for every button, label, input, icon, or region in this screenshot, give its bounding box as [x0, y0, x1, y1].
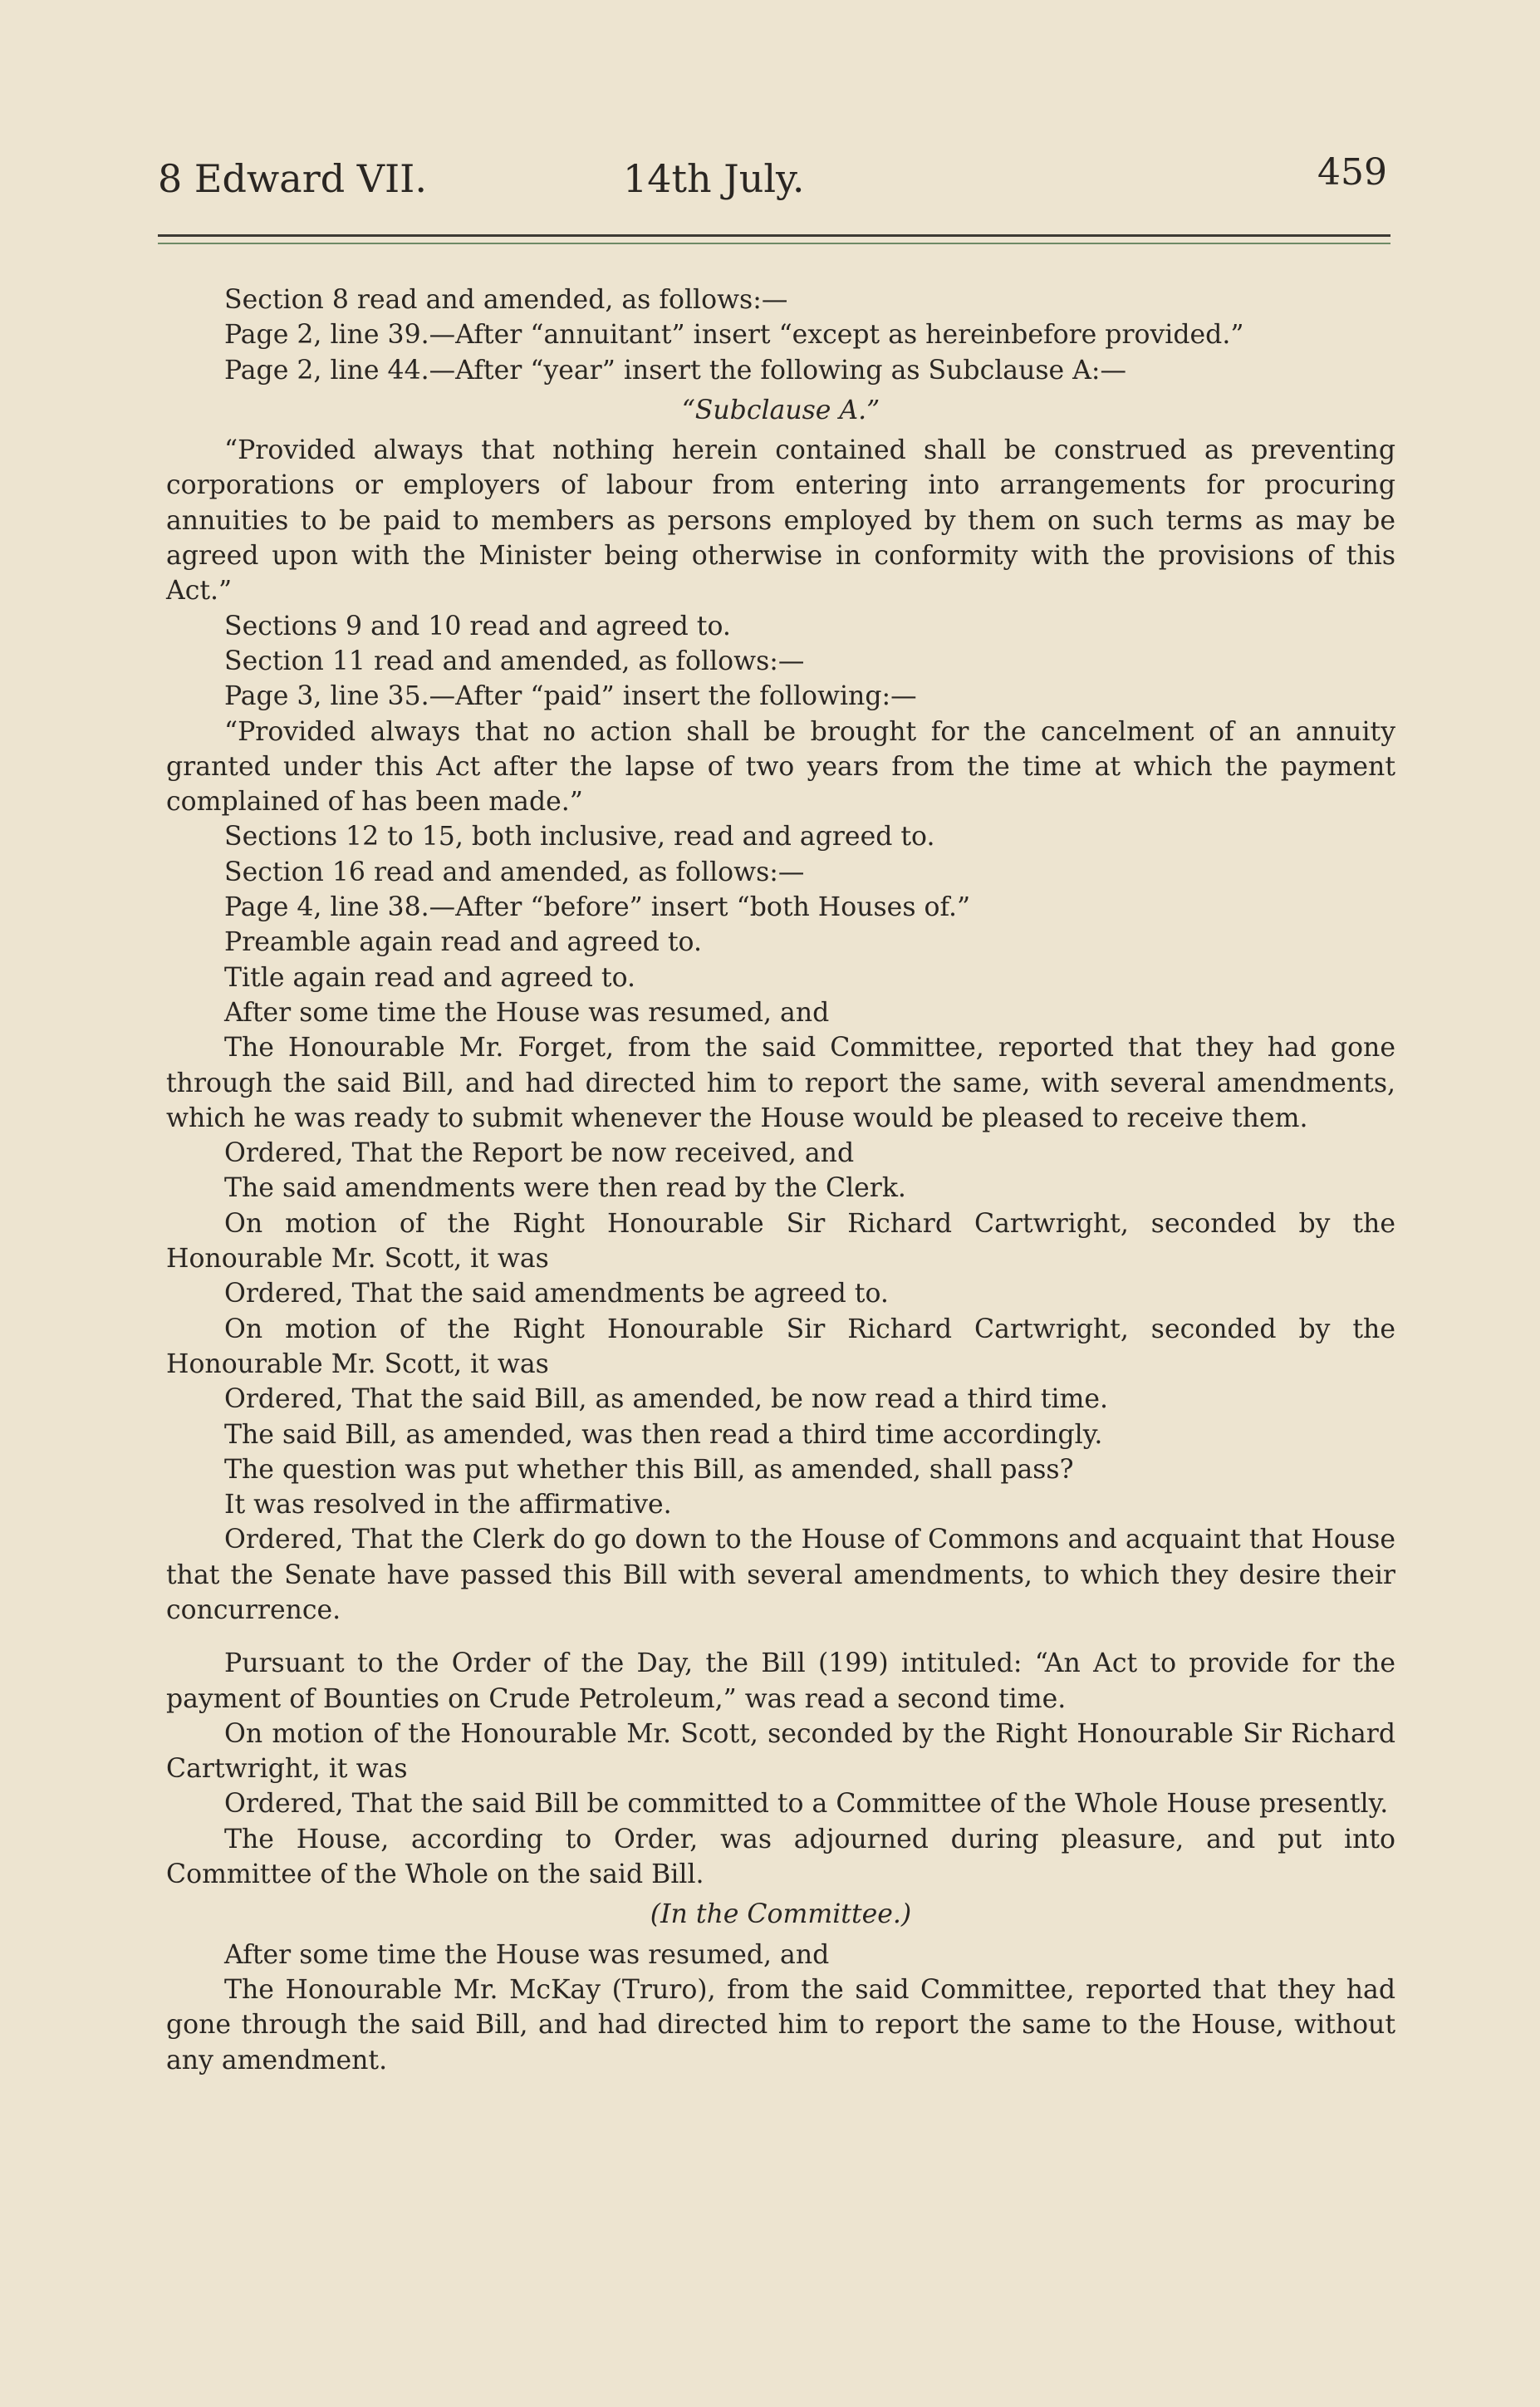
paragraph: Pursuant to the Order of the Day, the Bill (199) intituled: “An Act to provide for the payment of Bounties on Crude Petroleum,” was read a second time.: [166, 1648, 1395, 1714]
header-regnal-year: 8 Edward VII.: [158, 156, 427, 201]
page-number: 459: [1317, 151, 1387, 194]
paragraph: On motion of the Right Honourable Sir Richard Cartwright, seconded by the Honourable Mr. Scott, it was: [166, 1208, 1395, 1275]
paragraph: Section 8 read and amended, as follows:—: [224, 285, 788, 315]
paragraph: The said Bill, as amended, was then read a third time accordingly.: [224, 1419, 1103, 1450]
paragraph: “Provided always that no action shall be brought for the cancelment of an annuity granted under this Act after the lapse of two years from the time at which the payment complained of has been made.”: [166, 716, 1395, 818]
paragraph: Section 11 read and amended, as follows:—: [224, 646, 805, 676]
section-heading: (In the Committee.): [650, 1899, 912, 1930]
paragraph: On motion of the Honourable Mr. Scott, seconded by the Right Honourable Sir Richard Cartwright, it was: [166, 1718, 1395, 1785]
paragraph: The question was put whether this Bill, as amended, shall pass?: [224, 1454, 1074, 1485]
paragraph-gap: [166, 1628, 1395, 1646]
paragraph: After some time the House was resumed, and: [224, 997, 830, 1028]
header-rule-secondary: [158, 243, 1390, 244]
paragraph: Page 2, line 44.—After “year” insert the following as Subclause A:—: [224, 355, 1127, 386]
journal-body: [166, 282, 1395, 2078]
paragraph: After some time the House was resumed, and: [224, 1939, 830, 1970]
paragraph: Ordered, That the said Bill be committed to a Committee of the Whole House presently.: [224, 1789, 1389, 1820]
paragraph: Page 2, line 39.—After “annuitant” insert “except as hereinbefore provided.”: [224, 320, 1244, 351]
section-heading: “Subclause A.”: [681, 395, 880, 425]
paragraph: Section 16 read and amended, as follows:—: [224, 857, 805, 887]
paragraph: Ordered, That the said Bill, as amended, be now read a third time.: [224, 1384, 1109, 1415]
paragraph: Preamble again read and agreed to.: [224, 927, 702, 958]
paragraph: The said amendments were then read by the Clerk.: [224, 1173, 906, 1204]
paragraph: Page 3, line 35.—After “paid” insert the following:—: [224, 681, 917, 712]
paragraph: Ordered, That the Clerk do go down to the House of Commons and acquaint that House that the Senate have passed this Bill with several amendments, to which they desire their concurrence.: [166, 1525, 1395, 1625]
paragraph: On motion of the Right Honourable Sir Richard Cartwright, seconded by the Honourable Mr. Scott, it was: [166, 1314, 1395, 1379]
paragraph: Ordered, That the Report be now received, and: [224, 1138, 855, 1169]
paragraph: It was resolved in the affirmative.: [224, 1490, 672, 1520]
header-date: 14th July.: [623, 156, 805, 201]
paragraph: Ordered, That the said amendments be agreed to.: [224, 1279, 889, 1309]
paragraph: Page 4, line 38.—After “before” insert “both Houses of.”: [224, 892, 971, 923]
paragraph: The Honourable Mr. McKay (Truro), from the said Committee, reported that they had gone through the said Bill, and had directed him to report the same to the House, without any amendment.: [166, 1974, 1395, 2075]
paragraph: Sections 9 and 10 read and agreed to.: [224, 611, 731, 641]
paragraph: The Honourable Mr. Forget, from the said Committee, reported that they had gone through the said Bill, and had directed him to report the same, with several amendments, which he was ready to submit whenever the House would be pleased to receive them.: [166, 1033, 1395, 1133]
paragraph: “Provided always that nothing herein contained shall be construed as preventing corporations or employers of labour from entering into arrangements for procuring annuities to be paid to members as persons employed by them on such terms as may be agreed upon with the Minister being otherwise in conformity with the provisions of this Act.”: [166, 435, 1395, 607]
paragraph: Sections 12 to 15, both inclusive, read and agreed to.: [224, 822, 935, 852]
header-rule: [158, 234, 1390, 237]
paragraph: The House, according to Order, was adjourned during pleasure, and put into Committee of the Whole on the said Bill.: [166, 1824, 1395, 1890]
paragraph: Title again read and agreed to.: [224, 962, 636, 993]
page-header: [158, 151, 1387, 206]
